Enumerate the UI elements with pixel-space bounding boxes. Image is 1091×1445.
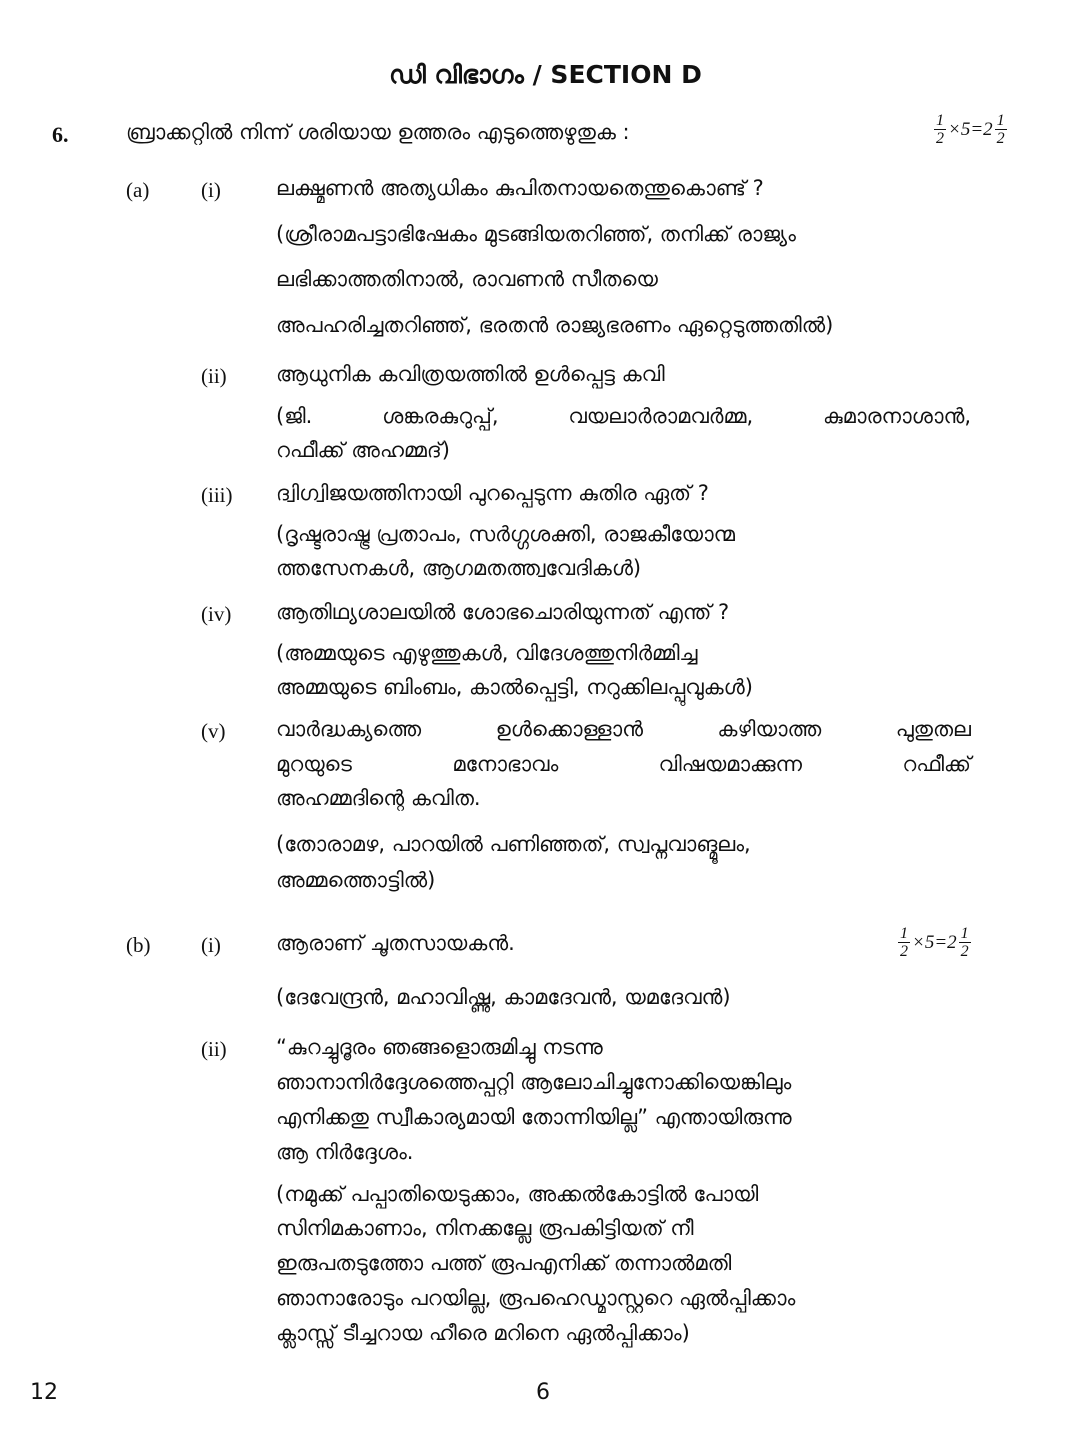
item-options-line: അപഹരിച്ചതറിഞ്ഞ്, ഭരതൻ രാജ്യഭരണം ഏറ്റെടുത്തതിൽ) <box>276 313 834 337</box>
question-marks <box>934 112 1007 147</box>
item-options-line: (തോരാമഴ, പാറയിൽ പണിഞ്ഞത്, സ്വപ്നവാങ്മൂലം, <box>276 832 751 856</box>
question-number: 6. <box>52 122 69 147</box>
item-question: ആരാണ് ചൂതസായകൻ. <box>276 931 515 955</box>
item-options-line: സിനിമകാണാം, നിനക്കല്ലേ രൂപകിട്ടിയത് നീ <box>276 1216 694 1240</box>
item-question: ലക്ഷ്മണൻ അത്യധികം കുപിതനായതെന്തുകൊണ്ട് ? <box>276 176 764 200</box>
page-number: 6 <box>536 1380 550 1405</box>
item-question-line: അഹമ്മദിന്റെ കവിത. <box>276 786 481 810</box>
part-b-marks <box>898 925 971 960</box>
item-question-line: മുറയുടെ മനോഭാവം വിഷയമാക്കുന്ന റഫീക്ക് <box>276 752 971 776</box>
item-label: (ii) <box>201 1037 227 1061</box>
marks-mixed-fraction: $\frac{1}{2}$ <box>960 925 969 960</box>
part-b-label: (b) <box>126 933 151 957</box>
part-a-label: (a) <box>126 178 150 202</box>
footer-code: 12 <box>30 1380 58 1405</box>
item-options-line: ത്തസേനകൾ, ആഗമതത്ത്വവേദികൾ) <box>276 556 642 580</box>
marks-multiplier: ×5=2 <box>948 118 993 140</box>
item-label: (iv) <box>201 602 232 626</box>
item-options-line: (അമ്മയുടെ എഴുത്തുകൾ, വിദേശത്തുനിർമ്മിച്ച <box>276 641 698 665</box>
item-question: ആധുനിക കവിത്രയത്തിൽ ഉൾപ്പെട്ട കവി <box>276 362 665 386</box>
item-question: ദ്വിഗ്വിജയത്തിനായി പുറപ്പെടുന്ന കുതിര ഏത് ? <box>276 481 709 505</box>
item-options-line: (ശ്രീരാമപട്ടാഭിഷേകം മുടങ്ങിയതറിഞ്ഞ്, തനിക്ക് രാജ്യം <box>276 222 796 246</box>
marks-fraction: $\frac{1}{2}$ <box>936 112 944 147</box>
item-question-line: “കുറച്ചുദൂരം ഞങ്ങളൊരുമിച്ചു നടന്നു <box>276 1035 603 1059</box>
item-label: (i) <box>201 178 221 202</box>
item-options-line: (ദൃഷ്ടരാഷ്ട്ര പ്രതാപം, സർഗ്ഗശക്തി, രാജകീയോന്മ <box>276 522 735 546</box>
marks-multiplier: ×5=2 <box>912 931 957 953</box>
marks-mixed-fraction: $\frac{1}{2}$ <box>996 112 1005 147</box>
item-label: (i) <box>201 933 221 957</box>
item-options-line: ഇരുപതടുത്തോ പത്ത് രൂപഎനിക്ക് തന്നാൽമതി <box>276 1251 732 1275</box>
item-question-line: വാർദ്ധക്യത്തെ ഉൾക്കൊള്ളാൻ കഴിയാത്ത പുതുതല <box>276 717 971 741</box>
item-options-line: (ജി. ശങ്കരകുറുപ്പ്, വയലാർരാമവർമ്മ, കുമാരനാശാൻ, <box>276 404 971 428</box>
item-label: (v) <box>201 719 226 743</box>
item-options-line: അമ്മയുടെ ബിംബം, കാൽപ്പെട്ടി, നറുക്കിലപ്പുവുകൾ) <box>276 675 753 699</box>
section-title: ഡി വിഭാഗം / SECTION D <box>389 60 702 89</box>
item-options-line: ലഭിക്കാത്തതിനാൽ, രാവണൻ സീതയെ <box>276 267 658 291</box>
item-label: (iii) <box>201 483 233 507</box>
item-options-line: റഫീക്ക് അഹമ്മദ്) <box>276 438 450 462</box>
item-question: ആതിഥ്യശാലയിൽ ശോഭചൊരിയുന്നത് എന്ത് ? <box>276 600 730 624</box>
item-options-line: അമ്മത്തൊട്ടിൽ) <box>276 868 436 892</box>
marks-fraction: $\frac{1}{2}$ <box>900 925 908 960</box>
question-instruction: ബ്രാക്കറ്റിൽ നിന്ന് ശരിയായ ഉത്തരം എടുത്തെഴുതുക : <box>126 120 630 144</box>
item-options-line: ക്ലാസ്സ് ടീച്ചറായ ഹീരെ മറിനെ ഏൽപ്പിക്കാം) <box>276 1321 690 1345</box>
item-label: (ii) <box>201 364 227 388</box>
item-question-line: ആ നിർദ്ദേശം. <box>276 1140 414 1164</box>
item-options-line: (നമുക്ക് പപ്പാതിയെടുക്കാം, അക്കൽകോട്ടിൽ പോയി <box>276 1182 759 1206</box>
item-question-line: എനിക്കതു സ്വീകാര്യമായി തോന്നിയില്ല” എന്തായിരുന്നു <box>276 1105 792 1129</box>
item-question-line: ഞാനാനിർദ്ദേശത്തെപ്പറ്റി ആലോചിച്ചുനോക്കിയെങ്കിലും <box>276 1070 792 1094</box>
item-options-line: ഞാനാരോടും പറയില്ല, രൂപഹെഡ്മാസ്റ്ററെ ഏൽപ്പിക്കാം <box>276 1286 796 1310</box>
item-options-line: (ദേവേന്ദ്രൻ, മഹാവിഷ്ണു, കാമദേവൻ, യമദേവൻ) <box>276 985 731 1009</box>
